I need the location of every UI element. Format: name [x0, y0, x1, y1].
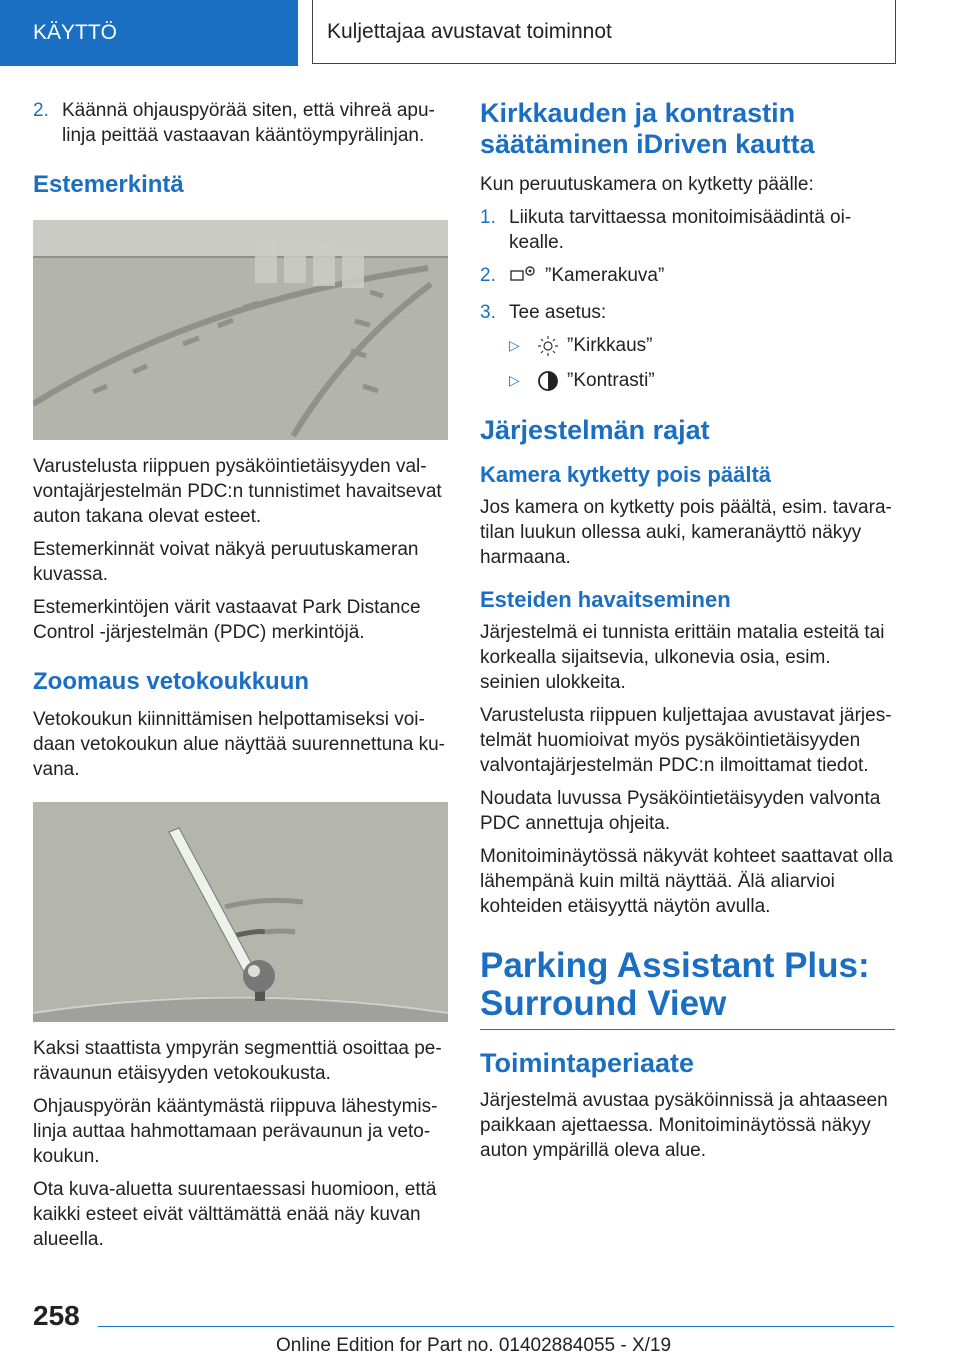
step-number: 1. — [480, 207, 496, 228]
heading-principle: Toimintaperiaate — [480, 1048, 695, 1078]
paragraph: Kun peruutuskamera on kytketty päälle: — [480, 174, 814, 195]
rear-camera-illustration — [33, 220, 448, 440]
step-text: Käännä ohjauspyörää siten, että vihreä apulinja peittää vastaavan kääntöympyrälinjan. — [62, 100, 435, 146]
triangle-bullet-icon: ▷ — [509, 372, 520, 388]
paragraph: Järjestelmä avustaa pysäköinnissä ja ahtaaseen paikkaan ajettaessa. Monitoiminäytössä näkyy auton ympärillä oleva alue. — [480, 1090, 888, 1161]
page-number: 258 — [33, 1300, 80, 1331]
triangle-bullet-icon: ▷ — [509, 337, 520, 353]
paragraph: Estemerkintöjen värit vastaavat Park Distance Control -järjestelmän (PDC) merkintöjä. — [33, 597, 421, 643]
step-item — [33, 98, 448, 148]
step-number: 2. — [33, 100, 49, 121]
heading-zoom-hitch: Zoomaus vetokoukkuun — [33, 668, 310, 695]
step-text: Tee asetus: — [509, 302, 607, 323]
left-column — [33, 98, 448, 1260]
heading-brightness-contrast: Kirkkauden ja kontrastin säätäminen iDriven kautta — [480, 98, 815, 159]
paragraph: Noudata luvussa Pysäköintietäisyyden valvonta PDC annettuja ohjeita. — [480, 788, 881, 834]
heading-system-limits: Järjestelmän rajat — [480, 415, 710, 445]
footer-edition: Online Edition for Part no. 01402884055 - X/19 — [276, 1335, 672, 1356]
heading-parking-assistant: Parking Assistant Plus: Surround View — [480, 946, 870, 1023]
step-item — [480, 300, 895, 325]
section-tab: KÄYTTÖ — [0, 0, 298, 66]
paragraph: Kaksi staattista ympyrän segmenttiä osoittaa perävaunun etäisyyden vetokoukusta. — [33, 1038, 442, 1084]
footer-rule — [98, 1326, 894, 1327]
paragraph: Jos kamera on kytketty pois päältä, esim. tavaratilan luukun ollessa auki, kameranäyttö näkyy harmaana. — [480, 497, 892, 568]
sub-item-label: ”Kirkkaus” — [567, 335, 653, 356]
paragraph: Ohjauspyörän kääntymästä riippuva lähestymislinja auttaa hahmottamaan perävaunun ja vetokoukun. — [33, 1096, 438, 1167]
sub-item-label: ”Kontrasti” — [567, 370, 655, 391]
sub-item-contrast — [509, 368, 895, 393]
step-text: ”Kamerakuva” — [545, 265, 665, 286]
paragraph: Estemerkinnät voivat näkyä peruutuskameran kuvassa. — [33, 539, 419, 585]
obstacle-marking-figure — [33, 220, 448, 440]
right-column — [480, 98, 895, 1171]
chapter-title: Kuljettajaa avustavat toiminnot — [312, 0, 896, 64]
parking-assistant-heading-block — [480, 947, 895, 1030]
hitch-illustration — [33, 802, 448, 1022]
paragraph: Järjestelmä ei tunnista erittäin matalia esteitä tai korkealla sijaitsevia, ulkonevia osia, esim. seinien ulokkeita. — [480, 622, 885, 693]
step-item — [480, 205, 895, 255]
heading-camera-off: Kamera kytketty pois päältä — [480, 462, 772, 487]
paragraph: Monitoiminäytössä näkyvät kohteet saattavat olla lähempänä kuin miltä näyttää. Älä aliarvioi kohteiden etäisyyttä näytön avulla. — [480, 846, 893, 917]
step-text: Liikuta tarvittaessa monitoimisäädintä oikealle. — [509, 207, 852, 253]
heading-obstacle-marking: Estemerkintä — [33, 171, 184, 198]
hitch-zoom-figure — [33, 802, 448, 1022]
step-number: 3. — [480, 302, 496, 323]
heading-obstacle-detection: Esteiden havaitseminen — [480, 587, 731, 612]
paragraph: Ota kuva-aluetta suurentaessasi huomioon, että kaikki esteet eivät välttämättä enää näy kuvan alueella. — [33, 1179, 437, 1250]
page-header — [0, 0, 960, 66]
paragraph: Vetokoukun kiinnittämisen helpottamiseksi voidaan vetokoukun alue näyttää suurennettuna kuvana. — [33, 709, 445, 780]
contrast-icon — [537, 370, 559, 392]
step-number: 2. — [480, 265, 496, 286]
brightness-icon — [537, 335, 559, 357]
paragraph: Varustelusta riippuen kuljettajaa avustavat järjestelmät huomioivat myös pysäköintietäisyyden valvontajärjestelmän PDC:n ilmoittamat tiedot. — [480, 705, 892, 776]
step-item — [480, 263, 895, 292]
camera-settings-icon — [509, 263, 545, 292]
sub-item-brightness — [509, 333, 895, 358]
paragraph: Varustelusta riippuen pysäköintietäisyyden valvontajärjestelmän PDC:n tunnistimet havaitsevat auton takana olevat esteet. — [33, 456, 442, 527]
